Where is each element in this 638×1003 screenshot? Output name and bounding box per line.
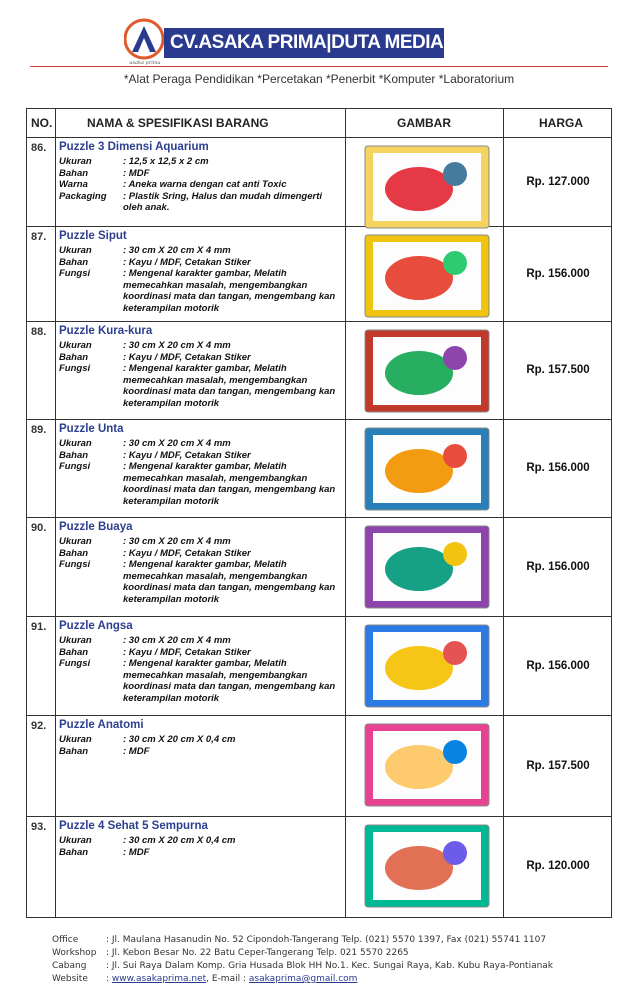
header-image: GAMBAR [397, 116, 451, 130]
product-title: Puzzle Unta [59, 423, 124, 435]
cabang-address: : Jl. Sui Raya Dalam Komp. Gria Husada Blok HH No.1. Kec. Sungai Raya, Kab. Kubu Raya-Pontianak [106, 961, 554, 971]
spec-key: Ukuran [59, 536, 92, 547]
brand-name: CV.ASAKA PRIMA|DUTA MEDIA GROUP [170, 32, 515, 53]
footer-website [52, 973, 612, 986]
spec-line [59, 179, 347, 191]
spec-key: Fungsi [59, 268, 91, 279]
product-specs [59, 245, 347, 314]
spec-key: Bahan [59, 547, 89, 559]
product-title: Puzzle Angsa [59, 620, 133, 632]
spec-line [59, 268, 347, 314]
product-image [357, 623, 497, 709]
email-label: , E-mail : [206, 974, 246, 984]
spec-value: : 30 cm X 20 cm X 0,4 cm [123, 734, 236, 745]
spec-key: Bahan [59, 351, 89, 363]
product-image [357, 328, 497, 414]
spec-key: Bahan [59, 745, 89, 757]
spec-key: Ukuran [59, 245, 92, 256]
spec-value: : 30 cm X 20 cm X 4 mm [123, 340, 231, 351]
spec-line [59, 847, 347, 859]
spec-line [59, 245, 347, 257]
spec-line [59, 635, 347, 647]
product-image [357, 524, 497, 610]
spec-line [59, 548, 347, 560]
spec-key: Bahan [59, 256, 89, 268]
company-logo [124, 18, 164, 60]
footer-cabang [52, 960, 612, 973]
product-image [357, 233, 497, 319]
header-name: NAMA & SPESIFIKASI BARANG [87, 116, 269, 130]
product-image [357, 722, 497, 808]
product-price: Rp. 127.000 [526, 176, 590, 188]
row-number: 93. [31, 821, 47, 833]
spec-line [59, 658, 347, 704]
product-price: Rp. 120.000 [526, 860, 590, 872]
tagline: *Alat Peraga Pendidikan *Percetakan *Penerbit *Komputer *Laboratorium [123, 72, 515, 86]
row-number: 92. [31, 720, 47, 732]
product-image [357, 426, 497, 512]
spec-key: Fungsi [59, 461, 91, 472]
spec-value: : MDF [123, 745, 150, 757]
spec-value: : MDF [123, 167, 150, 179]
spec-value: : Kayu / MDF, Cetakan Stiker [123, 547, 251, 559]
spec-key: Fungsi [59, 559, 91, 570]
spec-line [59, 835, 347, 847]
product-title: Puzzle Anatomi [59, 719, 144, 731]
footer-workshop [52, 947, 612, 960]
website-value [106, 973, 357, 986]
product-title: Puzzle 4 Sehat 5 Sempurna [59, 820, 208, 832]
table-row [27, 518, 611, 617]
table-row [27, 138, 611, 227]
spec-value: : MDF [123, 846, 150, 858]
product-price: Rp. 157.500 [526, 364, 590, 376]
spec-line [59, 168, 347, 180]
spec-key: Warna [59, 179, 88, 190]
spec-line [59, 352, 347, 364]
table-row [27, 227, 611, 322]
spec-value: : Mengenal karakter gambar, Melatih memecahkan masalah, mengembangkan koordinasi mata dan tangan, mengembang kan keterampilan motorik [123, 658, 336, 704]
spec-key: Ukuran [59, 734, 92, 745]
website-label: Website [52, 974, 88, 984]
product-specs [59, 438, 347, 507]
spec-value: : Mengenal karakter gambar, Melatih memecahkan masalah, mengembangkan koordinasi mata dan tangan, mengembang kan keterampilan motorik [123, 268, 336, 314]
spec-value: : Aneka warna dengan cat anti Toxic [123, 179, 287, 190]
website-colon: : [106, 974, 110, 984]
spec-value: : 30 cm X 20 cm X 4 mm [123, 635, 231, 646]
spec-line [59, 746, 347, 758]
spec-value: : Kayu / MDF, Cetakan Stiker [123, 351, 251, 363]
product-price: Rp. 156.000 [526, 561, 590, 573]
spec-line [59, 191, 347, 214]
spec-value: : Kayu / MDF, Cetakan Stiker [123, 646, 251, 658]
product-specs [59, 156, 347, 214]
spec-line [59, 647, 347, 659]
table-row [27, 716, 611, 817]
footer-office [52, 934, 612, 947]
spec-value: : Mengenal karakter gambar, Melatih memecahkan masalah, mengembangkan koordinasi mata dan tangan, mengembang kan keterampilan motorik [123, 363, 336, 409]
product-table [26, 108, 612, 918]
spec-key: Bahan [59, 167, 89, 179]
cabang-label: Cabang [52, 961, 87, 971]
product-specs [59, 536, 347, 605]
table-row [27, 420, 611, 518]
row-number: 89. [31, 424, 47, 436]
spec-value: : Kayu / MDF, Cetakan Stiker [123, 449, 251, 461]
spec-line [59, 340, 347, 352]
product-price: Rp. 156.000 [526, 660, 590, 672]
table-row [27, 817, 611, 917]
spec-line [59, 363, 347, 409]
product-title: Puzzle 3 Dimensi Aquarium [59, 141, 209, 153]
spec-value: : Mengenal karakter gambar, Melatih memecahkan masalah, mengembangkan koordinasi mata dan tangan, mengembang kan keterampilan motorik [123, 461, 336, 507]
header-no: NO. [31, 116, 53, 130]
spec-value: : Plastik Sring, Halus dan mudah dimengerti oleh anak. [123, 190, 323, 213]
spec-line [59, 734, 347, 746]
letterhead [0, 0, 638, 100]
row-number: 90. [31, 522, 47, 534]
spec-key: Ukuran [59, 835, 92, 846]
product-title: Puzzle Buaya [59, 521, 133, 533]
row-number: 91. [31, 621, 47, 633]
product-title: Puzzle Kura-kura [59, 325, 153, 337]
spec-value: : 12,5 x 12,5 x 2 cm [123, 156, 209, 167]
website-link[interactable]: www.asakaprima.net [111, 974, 207, 984]
office-label: Office [52, 935, 79, 945]
workshop-label: Workshop [52, 948, 97, 958]
spec-key: Bahan [59, 646, 89, 658]
logo-subtitle: asaka prima [129, 60, 161, 66]
header-price: HARGA [539, 116, 583, 130]
table-row [27, 322, 611, 420]
spec-value: : 30 cm X 20 cm X 4 mm [123, 536, 231, 547]
product-specs [59, 835, 347, 858]
product-price: Rp. 156.000 [526, 462, 590, 474]
spec-value: : Mengenal karakter gambar, Melatih memecahkan masalah, mengembangkan koordinasi mata dan tangan, mengembang kan keterampilan motorik [123, 559, 336, 605]
product-image [357, 144, 497, 230]
product-specs [59, 340, 347, 409]
product-price: Rp. 157.500 [526, 760, 590, 772]
table-header [27, 109, 611, 138]
spec-key: Fungsi [59, 658, 91, 669]
footer-contact [52, 934, 612, 986]
product-specs [59, 635, 347, 704]
spec-value: : 30 cm X 20 cm X 4 mm [123, 245, 231, 256]
spec-key: Ukuran [59, 156, 92, 167]
spec-line [59, 461, 347, 507]
product-price: Rp. 156.000 [526, 268, 590, 280]
product-image [357, 823, 497, 909]
table-row [27, 617, 611, 716]
spec-key: Fungsi [59, 363, 91, 374]
spec-line [59, 536, 347, 548]
spec-line [59, 438, 347, 450]
product-specs [59, 734, 347, 757]
spec-line [59, 257, 347, 269]
spec-key: Bahan [59, 846, 89, 858]
spec-key: Ukuran [59, 635, 92, 646]
spec-key: Bahan [59, 449, 89, 461]
spec-line [59, 156, 347, 168]
row-number: 86. [31, 142, 47, 154]
row-number: 88. [31, 326, 47, 338]
header-divider [30, 66, 608, 67]
workshop-address: : Jl. Kebon Besar No. 22 Batu Ceper-Tangerang Telp. 021 5570 2265 [106, 948, 409, 958]
office-address: : Jl. Maulana Hasanudin No. 52 Cipondoh-Tangerang Telp. (021) 5570 1397, Fax (021) 55741 1107 [106, 935, 547, 945]
spec-value: : 30 cm X 20 cm X 4 mm [123, 438, 231, 449]
spec-key: Ukuran [59, 438, 92, 449]
spec-line [59, 559, 347, 605]
spec-value: : Kayu / MDF, Cetakan Stiker [123, 256, 251, 268]
spec-key: Packaging [59, 190, 107, 202]
spec-line [59, 450, 347, 462]
row-number: 87. [31, 231, 47, 243]
email-link[interactable]: asakaprima@gmail.com [248, 974, 358, 984]
product-title: Puzzle Siput [59, 230, 127, 242]
spec-value: : 30 cm X 20 cm X 0,4 cm [123, 835, 236, 846]
spec-key: Ukuran [59, 340, 92, 351]
